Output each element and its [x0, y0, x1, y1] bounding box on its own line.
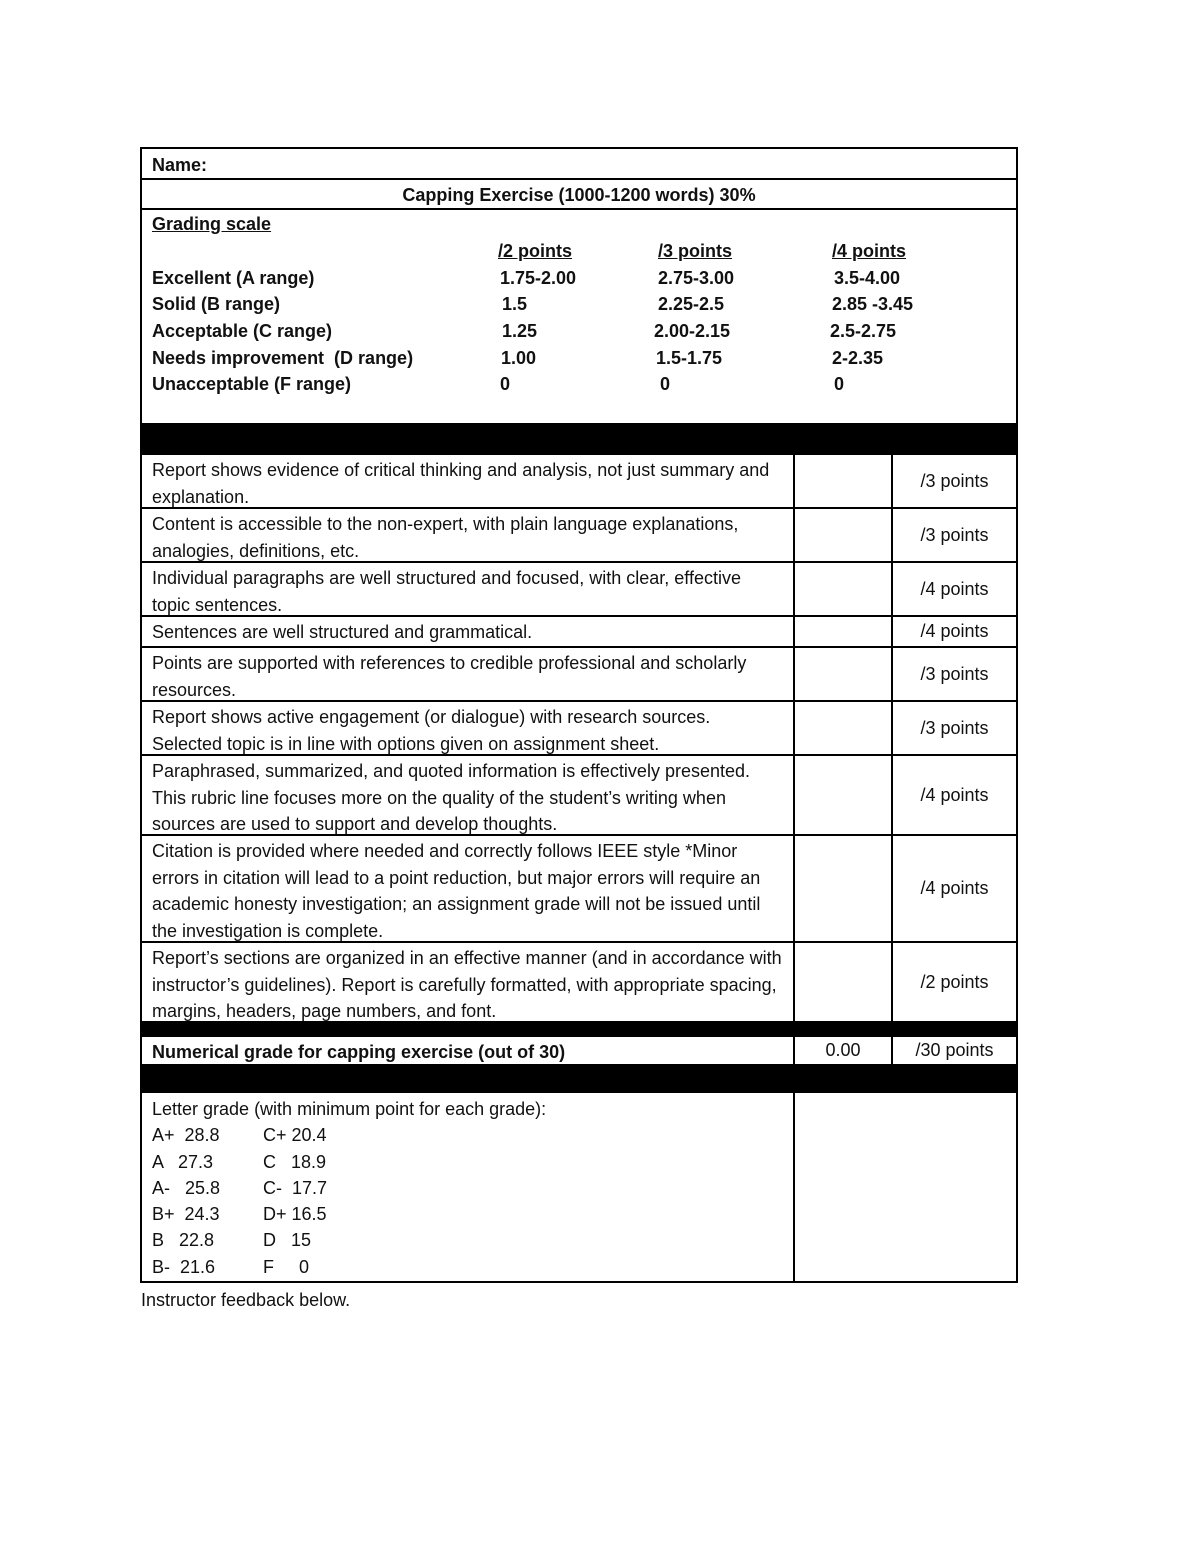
section-divider	[142, 1066, 1016, 1093]
points-cell: /3 points	[920, 663, 989, 684]
col-3-points: /3 points	[658, 241, 733, 261]
letter-grade-line: B+ 24.3 D+ 16.5	[152, 1204, 327, 1225]
scale-value: 2.00-2.15	[654, 321, 731, 341]
points-cell: /3 points	[920, 524, 989, 545]
total-label: Numerical grade for capping exercise (out of 30)	[142, 1037, 795, 1064]
letter-grade-line: B 22.8 D 15	[152, 1230, 312, 1251]
scale-label: Solid (B range)	[152, 294, 281, 314]
points-cell: /4 points	[920, 784, 989, 805]
scale-value: 0	[660, 374, 671, 394]
score-cell[interactable]	[795, 756, 893, 834]
scale-value: 3.5-4.00	[834, 268, 901, 288]
criterion-text: Content is accessible to the non-expert, with plain language explanations, analogies, definitions, etc.	[142, 509, 795, 561]
score-cell[interactable]	[795, 836, 893, 941]
criterion-row	[142, 836, 1016, 943]
scale-value: 1.5	[502, 294, 528, 314]
rubric-title: Capping Exercise (1000-1200 words) 30%	[142, 180, 1016, 210]
col-2-points: /2 points	[498, 241, 573, 261]
instructor-feedback-note: Instructor feedback below.	[141, 1290, 351, 1310]
total-points: /30 points	[915, 1040, 994, 1060]
scale-value: 1.5-1.75	[656, 348, 723, 368]
section-divider	[142, 425, 1016, 455]
criterion-text: Report’s sections are organized in an effective manner (and in accordance with instructor’s guidelines). Report is carefully formatted, with appropriate spacing, margins, headers, page numbers, and font.	[142, 943, 795, 1021]
criterion-row	[142, 563, 1016, 617]
score-cell[interactable]	[795, 563, 893, 615]
score-cell[interactable]	[795, 702, 893, 754]
scale-label: Acceptable (C range)	[152, 321, 333, 341]
scale-label: Unacceptable (F range)	[152, 374, 352, 394]
criterion-text: Points are supported with references to credible professional and scholarly resources.	[142, 648, 795, 700]
criterion-row	[142, 648, 1016, 702]
scale-value: 2.85 -3.45	[832, 294, 914, 314]
name-row	[142, 149, 1016, 180]
points-cell: /3 points	[920, 470, 989, 491]
name-label: Name:	[152, 155, 208, 175]
letter-grade-line: A- 25.8 C- 17.7	[152, 1177, 328, 1198]
grading-scale	[142, 210, 1016, 425]
criterion-row	[142, 943, 1016, 1023]
criterion-text: Sentences are well structured and grammatical.	[142, 617, 795, 646]
points-cell: /2 points	[920, 971, 989, 992]
scale-label: Needs improvement (D range)	[152, 348, 414, 368]
criterion-row	[142, 455, 1016, 509]
scale-value: 2.75-3.00	[658, 268, 735, 288]
scale-value: 2-2.35	[832, 348, 884, 368]
scale-value: 2.5-2.75	[830, 321, 897, 341]
score-cell[interactable]	[795, 648, 893, 700]
points-cell: /3 points	[920, 717, 989, 738]
total-score: 0.00	[795, 1037, 893, 1064]
score-cell[interactable]	[795, 455, 893, 507]
criterion-row	[142, 702, 1016, 756]
scale-value: 1.25	[502, 321, 538, 341]
criterion-row	[142, 617, 1016, 648]
criterion-text: Report shows evidence of critical thinking and analysis, not just summary and explanation.	[142, 455, 795, 507]
letter-grade-line: A+ 28.8 C+ 20.4	[152, 1125, 327, 1146]
scale-value: 2.25-2.5	[658, 294, 725, 314]
scale-value: 1.00	[501, 348, 537, 368]
letter-grade-row	[142, 1093, 1016, 1281]
letter-grade-line: B- 21.6 F 0	[152, 1256, 310, 1277]
total-row	[142, 1037, 1016, 1066]
scale-value: 0	[834, 374, 845, 394]
criterion-text: Report shows active engagement (or dialogue) with research sources. Selected topic is in line with options given on assignment sheet.	[142, 702, 795, 754]
points-cell: /4 points	[920, 578, 989, 599]
criterion-row	[142, 756, 1016, 836]
letter-grade-line: A 27.3 C 18.9	[152, 1151, 327, 1172]
criterion-text: Citation is provided where needed and correctly follows IEEE style *Minor errors in citation will lead to a point reduction, but major errors will require an academic honesty investigation; an assignment grade will not be issued until the investigation is complete.	[142, 836, 795, 941]
points-cell: /4 points	[920, 621, 989, 641]
criterion-row	[142, 509, 1016, 563]
score-cell[interactable]	[795, 943, 893, 1021]
criterion-text: Individual paragraphs are well structured and focused, with clear, effective topic sentences.	[142, 563, 795, 615]
points-cell: /4 points	[920, 878, 989, 898]
section-divider	[142, 1023, 1016, 1037]
score-cell[interactable]	[795, 617, 893, 646]
scale-value: 1.75-2.00	[500, 268, 577, 288]
letter-grade-cell[interactable]	[795, 1093, 1016, 1281]
score-cell[interactable]	[795, 509, 893, 561]
scale-label: Excellent (A range)	[152, 268, 315, 288]
grading-scale-heading: Grading scale	[152, 214, 272, 234]
criterion-text: Paraphrased, summarized, and quoted information is effectively presented. This rubric line focuses more on the quality of the student’s writing when sources are used to support and develop thoughts.	[142, 756, 795, 834]
col-4-points: /4 points	[832, 241, 907, 261]
letter-grade-heading: Letter grade (with minimum point for each grade):	[152, 1099, 547, 1119]
letter-grade-table	[142, 1093, 795, 1281]
scale-value: 0	[500, 374, 511, 394]
rubric-table	[140, 147, 1018, 1283]
